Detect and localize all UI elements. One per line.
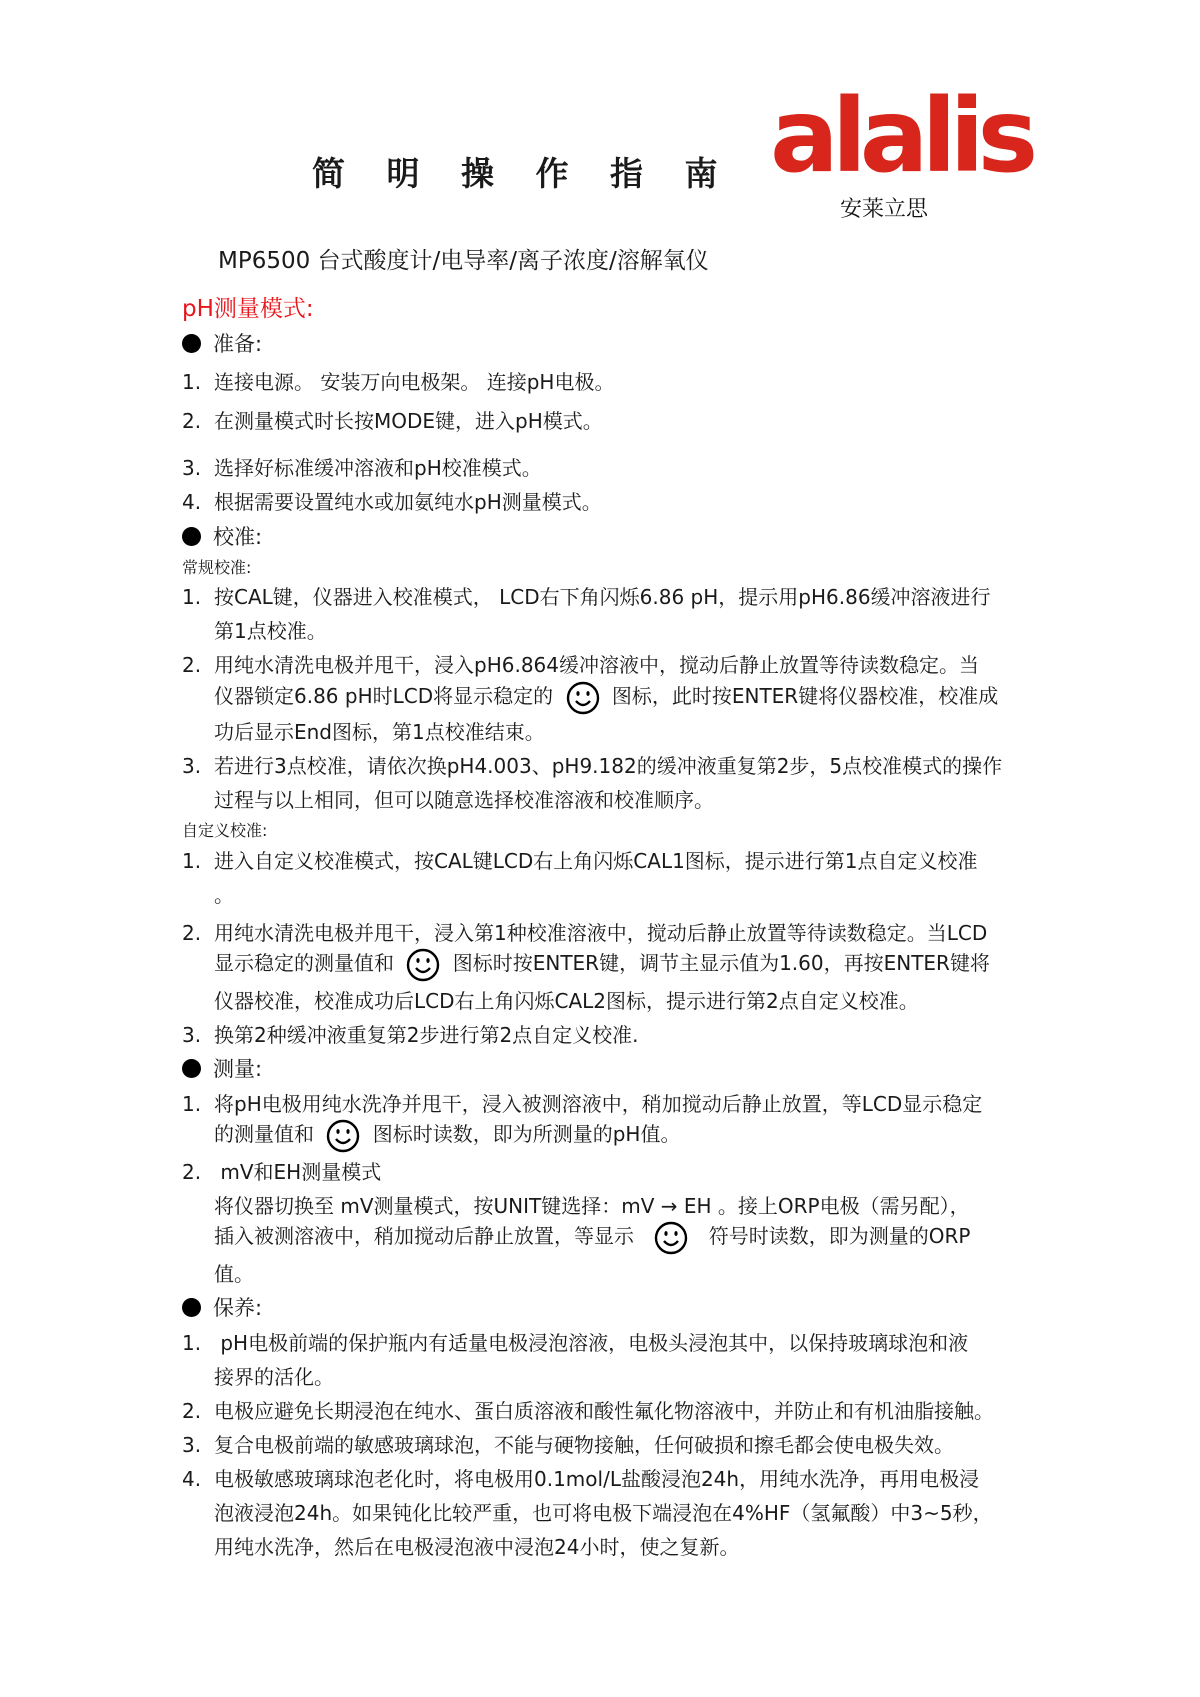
bullet-icon — [182, 1298, 201, 1317]
prep-item-2: 2. 在测量模式时长按MODE键，进入pH模式。 — [182, 409, 603, 433]
calib-normal-item-2: 2. 用纯水清洗电极并甩干，浸入pH6.864缓冲溶液中，搅动后静止放置等待读数稳定。当 — [182, 653, 979, 677]
measure-item-2-cont2: 插入被测溶液中，稍加搅动后静止放置，等显示 符号时读数，即为测量的ORP — [214, 1220, 970, 1255]
alalis-logo — [770, 77, 1032, 222]
calib-normal-item-1: 1. 按CAL键，仪器进入校准模式， LCD右下角闪烁6.86 pH，提示用pH6.86缓冲溶液进行 — [182, 585, 991, 609]
calib-normal-item-3-cont: 过程与以上相同，但可以随意选择校准溶液和校准顺序。 — [214, 788, 714, 812]
logo-wordmark: alalis — [770, 77, 1032, 196]
bullet-icon — [182, 334, 201, 353]
calib-custom-item-3: 3. 换第2种缓冲液重复第2步进行第2点自定义校准. — [182, 1023, 639, 1047]
calib-custom-item-2-cont2: 仪器校准，校准成功后LCD右上角闪烁CAL2图标，提示进行第2点自定义校准。 — [214, 989, 919, 1013]
bullet-icon — [182, 527, 201, 546]
maint-item-4-cont: 泡液浸泡24h。如果钝化比较严重，也可将电极下端浸泡在4%HF（氢氟酸）中3~5秒， — [214, 1501, 993, 1525]
calib-normal-item-2-cont2: 功后显示End图标，第1点校准结束。 — [214, 720, 545, 744]
calib-custom-item-2-cont: 显示稳定的测量值和 图标时按ENTER键，调节主显示值为1.60，再按ENTER键将 — [214, 947, 990, 982]
measure-item-1-cont: 的测量值和 图标时读数，即为所测量的pH值。 — [214, 1118, 680, 1153]
smiley-face-icon — [406, 948, 440, 982]
calib-custom-item-2: 2. 用纯水清洗电极并甩干，浸入第1种校准溶液中，搅动后静止放置等待读数稳定。当LCD — [182, 921, 988, 945]
logo-chinese-name: 安莱立思 — [840, 197, 929, 222]
calib-normal-item-2-cont: 仪器锁定6.86 pH时LCD将显示稳定的 图标，此时按ENTER键将仪器校准，校准成 — [214, 680, 998, 715]
section-title-ph-mode: pH测量模式: — [182, 296, 314, 322]
prep-item-4: 4. 根据需要设置纯水或加氨纯水pH测量模式。 — [182, 490, 602, 514]
heading-measurement — [182, 1053, 262, 1083]
calib-normal-item-1-cont: 第1点校准。 — [214, 619, 327, 643]
document-subtitle: MP6500 台式酸度计/电导率/离子浓度/溶解氧仪 — [218, 248, 709, 274]
maint-item-4: 4. 电极敏感玻璃球泡老化时，将电极用0.1mol/L盐酸浸泡24h，用纯水洗净，再用电极浸 — [182, 1467, 980, 1491]
maint-item-2: 2. 电极应避免长期浸泡在纯水、蛋白质溶液和酸性氟化物溶液中，并防止和有机油脂接触。 — [182, 1399, 994, 1423]
measure-item-2-cont3: 值。 — [214, 1262, 254, 1286]
measure-item-1: 1. 将pH电极用纯水洗净并甩干，浸入被测溶液中，稍加搅动后静止放置，等LCD显示稳定 — [182, 1092, 983, 1116]
maint-item-4-cont2: 用纯水洗净，然后在电极浸泡液中浸泡24小时，使之复新。 — [214, 1535, 740, 1559]
heading-maintenance — [182, 1292, 262, 1322]
smiley-face-icon — [326, 1119, 360, 1153]
heading-text: 准备: — [213, 332, 263, 356]
maint-item-1: 1. pH电极前端的保护瓶内有适量电极浸泡溶液，电极头浸泡其中，以保持玻璃球泡和液 — [182, 1331, 969, 1355]
subheading-normal-calibration: 常规校准: — [182, 558, 252, 577]
heading-text: 测量: — [213, 1057, 263, 1081]
heading-preparation — [182, 328, 262, 358]
heading-text: 校准: — [213, 525, 263, 549]
smiley-face-icon — [654, 1221, 688, 1255]
calib-custom-item-1: 1. 进入自定义校准模式，按CAL键LCD右上角闪烁CAL1图标，提示进行第1点自定义校准 — [182, 849, 978, 873]
measure-item-2: 2. mV和EH测量模式 — [182, 1160, 382, 1184]
measure-item-2-cont: 将仪器切换至 mV测量模式，按UNIT键选择：mV → EH 。接上ORP电极（需另配）， — [214, 1194, 970, 1218]
calib-normal-item-3: 3. 若进行3点校准，请依次换pH4.003、pH9.182的缓冲液重复第2步，5点校准模式的操作 — [182, 754, 1003, 778]
heading-text: 保养: — [213, 1296, 263, 1320]
maint-item-3: 3. 复合电极前端的敏感玻璃球泡，不能与硬物接触，任何破损和擦毛都会使电极失效。 — [182, 1433, 954, 1457]
calib-custom-item-1-cont: 。 — [214, 883, 234, 907]
prep-item-3: 3. 选择好标准缓冲溶液和pH校准模式。 — [182, 456, 542, 480]
prep-item-1: 1. 连接电源。 安装万向电极架。 连接pH电极。 — [182, 370, 615, 394]
document-title: 简 明 操 作 指 南 — [312, 154, 733, 193]
smiley-face-icon — [566, 681, 600, 715]
heading-calibration — [182, 521, 262, 551]
maint-item-1-cont: 接界的活化。 — [214, 1365, 334, 1389]
subheading-custom-calibration: 自定义校准: — [182, 821, 268, 840]
bullet-icon — [182, 1059, 201, 1078]
